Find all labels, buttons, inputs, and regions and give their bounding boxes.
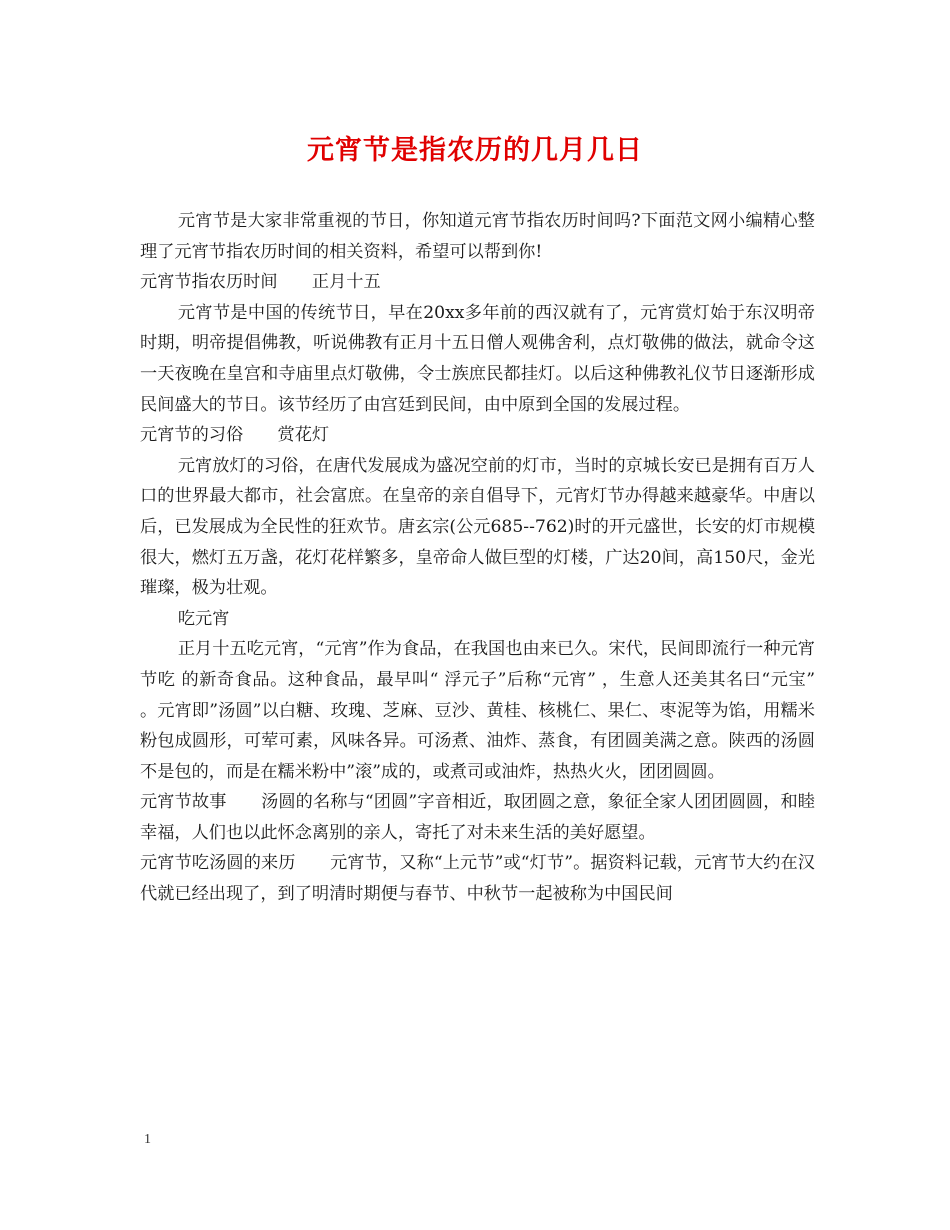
document-title: 元宵节是指农历的几月几日 bbox=[307, 135, 643, 166]
lantern-paragraph: 元宵放灯的习俗，在唐代发展成为盛况空前的灯市，当时的京城长安已是拥有百万人口的世界最大都市，社会富庶。在皇帝的亲自倡导下，元宵灯节办得越来越豪华。中唐以后，已发展成为全民性的狂欢节。唐玄宗(公元685--762)时的开元盛世，长安的灯市规模很大，燃灯五万盏，花灯花样繁多，皇帝命人做巨型的灯楼，广达20间，高150尺，金光璀璨，极为壮观。 bbox=[140, 455, 816, 599]
document-body bbox=[140, 206, 815, 910]
section-heading-eat-yuanxiao: 吃元宵 bbox=[177, 608, 230, 629]
story-paragraph: 元宵节故事 汤圆的名称与“团圆”字音相近，取团圆之意，象征全家人团团圆圆，和睦幸福，人们也以此怀念离别的亲人，寄托了对未来生活的美好愿望。 bbox=[140, 792, 815, 843]
intro-paragraph: 元宵节是大家非常重视的节日，你知道元宵节指农历时间吗?下面范文网小编精心整理了元宵节指农历时间的相关资料，希望可以帮到你! bbox=[140, 211, 815, 262]
history-paragraph: 元宵节是中国的传统节日，早在20xx多年前的西汉就有了，元宵赏灯始于东汉明帝时期，明帝提倡佛教，听说佛教有正月十五日僧人观佛舍利，点灯敬佛的做法，就命令这一天夜晚在皇宫和寺庙里点灯敬佛，令士族庶民都挂灯。以后这种佛教礼仪节日逐渐形成民间盛大的节日。该节经历了由宫廷到民间，由中原到全国的发展过程。 bbox=[140, 302, 815, 415]
yuanxiao-paragraph: 正月十五吃元宵，“元宵”作为食品，在我国也由来已久。宋代，民间即流行一种元宵节吃 的新奇食品。这种食品，最早叫“ 浮元子”后称“元宵” ，生意人还美其名曰“元宝” 。元宵即”汤圆”以白糖、玫瑰、芝麻、豆沙、黄桂、核桃仁、果仁、枣泥等为馅，用糯米粉包成圆形，可荤可素，风味各异。可汤煮、油炸、蒸食，有团圆美满之意。陕西的汤圆不是包的，而是在糯米粉中”滚”成的，或煮司或油炸，热热火火，团团圆圆。 bbox=[140, 639, 815, 782]
section-heading-lunar-date: 元宵节指农历时间 正月十五 bbox=[140, 272, 381, 293]
section-heading-customs: 元宵节的习俗 赏花灯 bbox=[140, 425, 330, 446]
page-number: 1 bbox=[144, 1132, 151, 1147]
origin-paragraph: 元宵节吃汤圆的来历 元宵节，又称“上元节”或“灯节”。据资料记载，元宵节大约在汉代就已经出现了，到了明清时期便与春节、中秋节一起被称为中国民间 bbox=[140, 853, 815, 905]
